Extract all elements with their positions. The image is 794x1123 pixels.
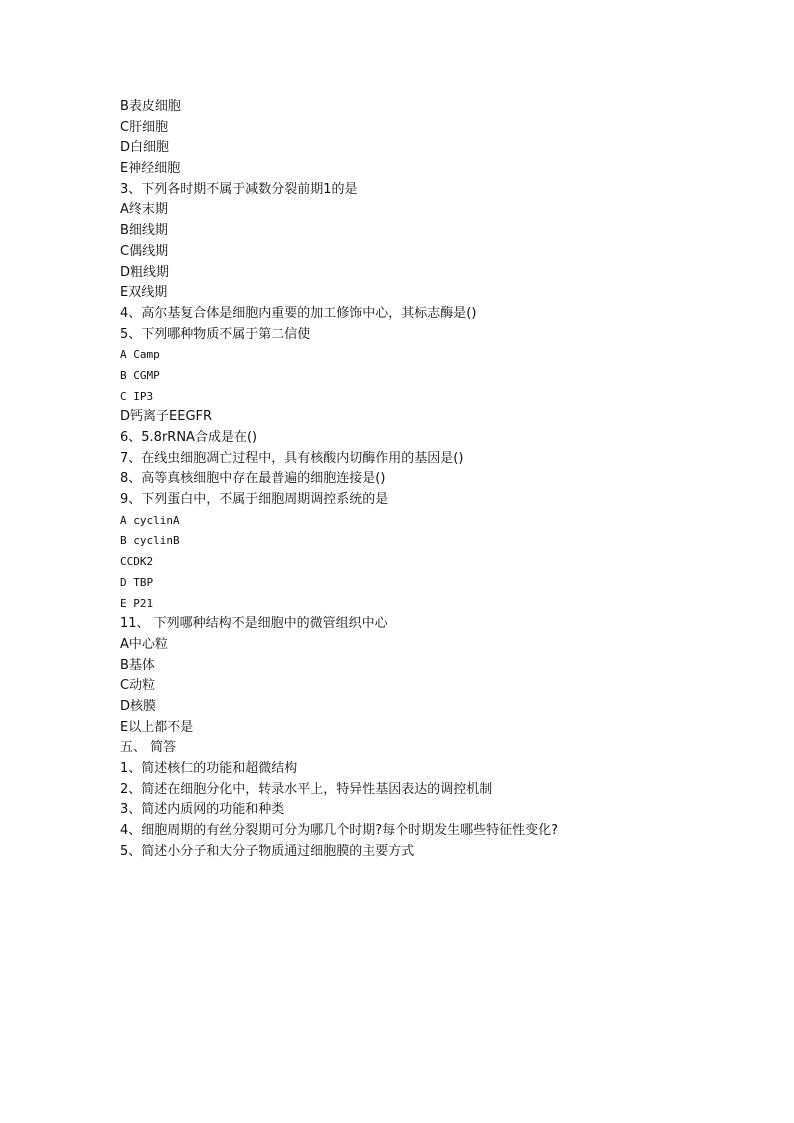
text-line: E以上都不是 — [120, 719, 194, 735]
text-line: 5、简述小分子和大分子物质通过细胞膜的主要方式 — [120, 843, 415, 859]
text-line: B细线期 — [120, 223, 168, 239]
text-line: 8、高等真核细胞中存在最普遍的细胞连接是() — [120, 471, 386, 487]
text-line: A中心粒 — [120, 636, 168, 652]
text-line: E双线期 — [120, 285, 168, 301]
text-line: C肝细胞 — [120, 119, 169, 135]
text-line: C动粒 — [120, 678, 156, 694]
text-line: 4、高尔基复合体是细胞内重要的加工修饰中心，其标志酶是() — [120, 305, 477, 321]
text-line: 2、简述在细胞分化中，转录水平上，特异性基因表达的调控机制 — [120, 781, 493, 797]
text-line: C IP3 — [120, 389, 154, 403]
text-line: B表皮细胞 — [120, 99, 181, 114]
text-line: 9、下列蛋白中，不属于细胞周期调控系统的是 — [120, 492, 389, 508]
text-line: 5、下列哪种物质不属于第二信使 — [120, 326, 311, 342]
text-line: D核膜 — [120, 698, 157, 714]
text-line: B CGMP — [120, 368, 160, 382]
text-line: 7、在线虫细胞凋亡过程中，具有核酸内切酶作用的基因是() — [120, 450, 464, 466]
text-line: C偶线期 — [120, 243, 169, 259]
text-line: D TBP — [120, 575, 154, 589]
text-line: 4、细胞周期的有丝分裂期可分为哪几个时期?每个时期发生哪些特征性变化? — [120, 823, 559, 839]
text-line: 3、简述内质网的功能和种类 — [120, 802, 285, 818]
text-line: A Camp — [120, 348, 160, 362]
text-line: 3、下列各时期不属于减数分裂前期1的是 — [120, 181, 358, 197]
text-line: A终末期 — [120, 202, 168, 218]
text-line: D白细胞 — [120, 140, 170, 156]
text-line: 11、 下列哪种结构不是细胞中的微管组织中心 — [120, 616, 388, 632]
text-line: 1、简述核仁的功能和超微结构 — [120, 761, 298, 776]
text-line: E P21 — [120, 596, 154, 610]
text-line: 五、 简答 — [120, 740, 177, 756]
text-line: E神经细胞 — [120, 161, 181, 177]
text-line: B cyclinB — [120, 534, 180, 548]
text-line: A cyclinA — [120, 513, 180, 527]
text-line: D钙离子EEGFR — [120, 409, 213, 425]
text-line: 6、5.8rRNA合成是在() — [120, 430, 258, 445]
text-body — [120, 97, 760, 862]
text-line: CCDK2 — [120, 555, 154, 569]
text-line: D粗线期 — [120, 264, 170, 280]
text-line: B基体 — [120, 657, 155, 673]
